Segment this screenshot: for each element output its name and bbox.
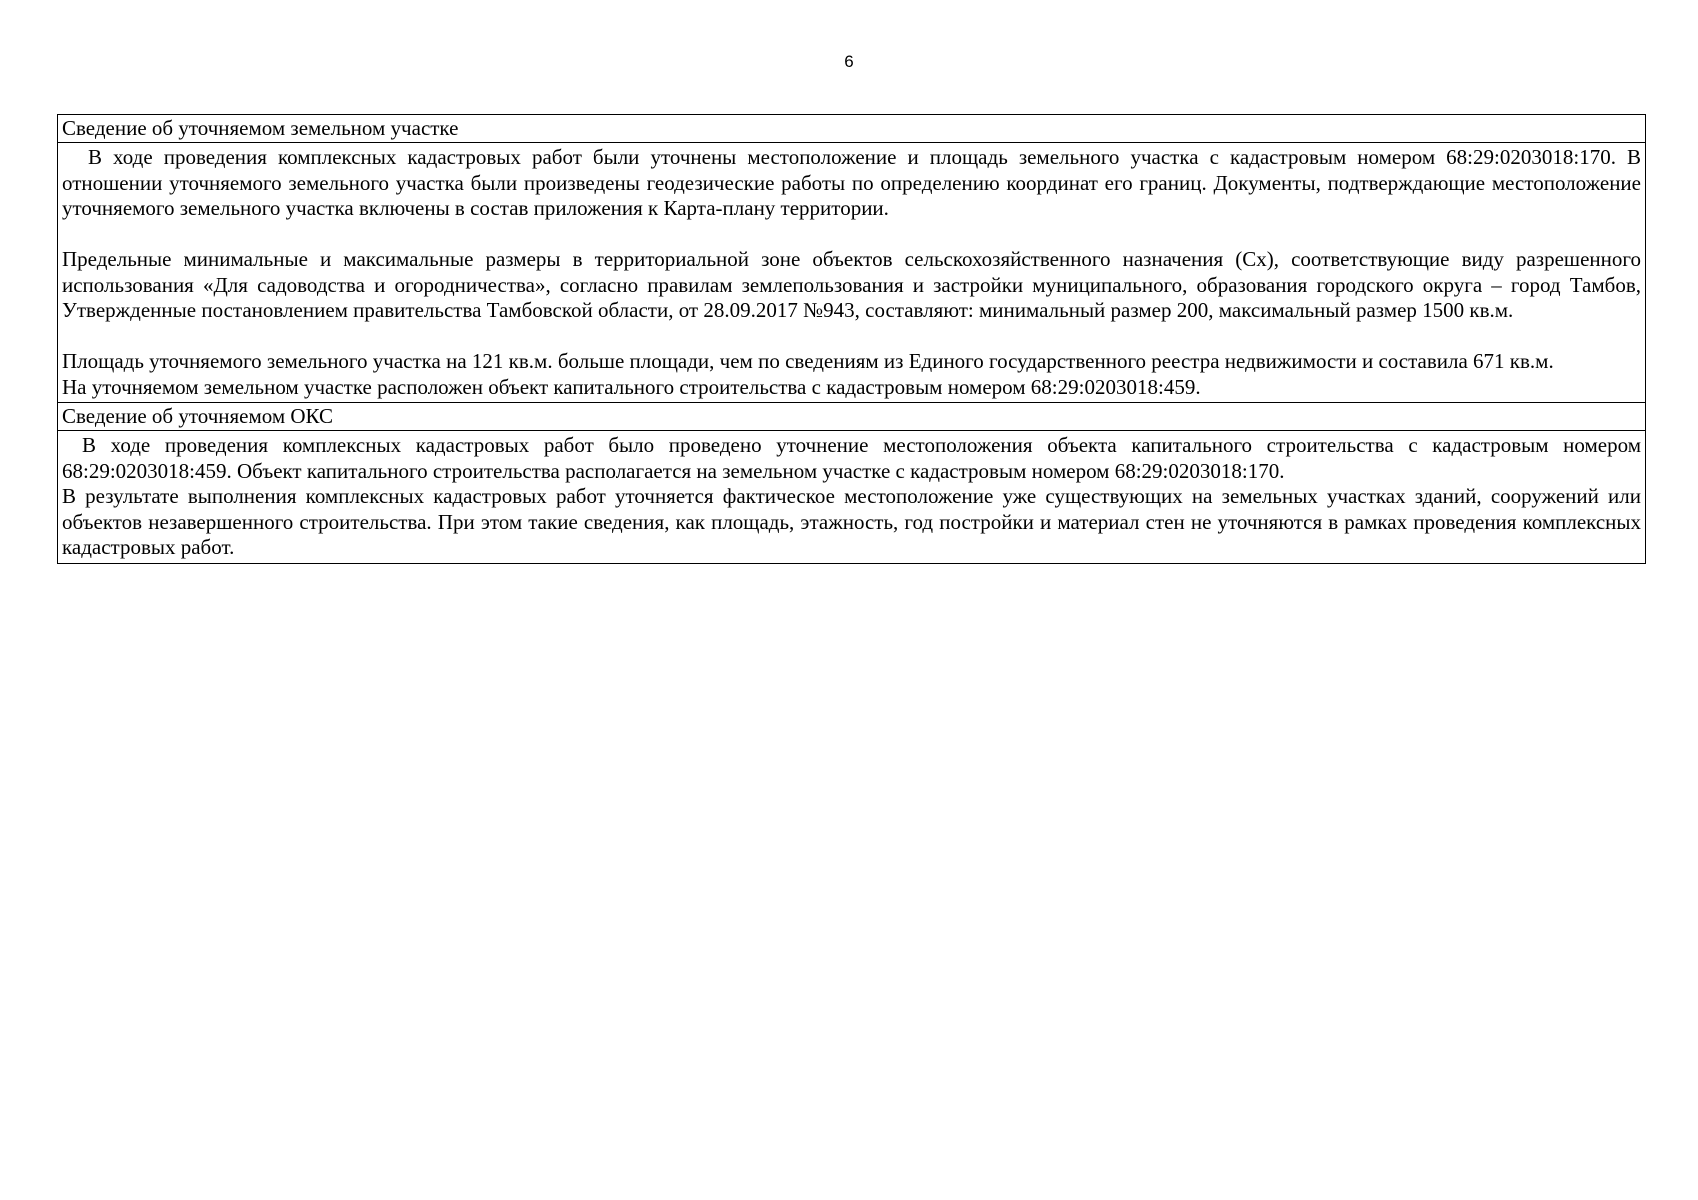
section-title-land-plot: Сведение об уточняемом земельном участке: [58, 115, 1645, 143]
paragraph-area-difference: Площадь уточняемого земельного участка на 121 кв.м. больше площади, чем по сведениям из Единого государственного реестра недвижимости и составила 671 кв.м.: [62, 349, 1554, 373]
paragraph-gap: [62, 324, 1641, 350]
paragraph-building-scope: В результате выполнения комплексных кадастровых работ уточняется фактическое местоположение уже существующих на земельных участках зданий, сооружений или объектов незавершенного строительства. При этом такие сведения, как площадь, этажность, год постройки и материал стен не уточняются в рамках проведения комплексных кадастровых работ.: [62, 484, 1641, 559]
paragraph-size-limits: Предельные минимальные и максимальные размеры в территориальной зоне объектов сельскохозяйственного назначения (Сх), соответствующие виду разрешенного использования «Для садоводства и огородничества», согласно правилам землепользования и застройки муниципального, образования городского округа – город Тамбов, Утвержденные постановлением правительства Тамбовской области, от 28.09.2017 №943, составляют: минимальный размер 200, максимальный размер 1500 кв.м.: [62, 247, 1641, 322]
section-title-building: Сведение об уточняемом ОКС: [58, 403, 1645, 431]
paragraph-building-refinement: В ходе проведения комплексных кадастровых работ было проведено уточнение местоположения объекта капитального строительства с кадастровым номером 68:29:0203018:459. Объект капитального строительства располагается на земельном участке с кадастровым номером 68:29:0203018:170.: [62, 433, 1641, 483]
paragraph-land-plot-refinement: В ходе проведения комплексных кадастровых работ были уточнены местоположение и площадь земельного участка с кадастровым номером 68:29:0203018:170. В отношении уточняемого земельного участка были произведены геодезические работы по определению координат его границ. Документы, подтверждающие местоположение уточняемого земельного участка включены в состав приложения к Карта-плану территории.: [62, 145, 1641, 220]
paragraph-gap: [62, 222, 1641, 248]
section-body-land-plot: [58, 143, 1645, 403]
cadastral-info-table: [57, 114, 1646, 564]
page-number: 6: [844, 52, 854, 71]
section-body-building: [58, 431, 1645, 563]
paragraph-building-location: На уточняемом земельном участке расположен объект капитального строительства с кадастровым номером 68:29:0203018:459.: [62, 374, 1201, 399]
